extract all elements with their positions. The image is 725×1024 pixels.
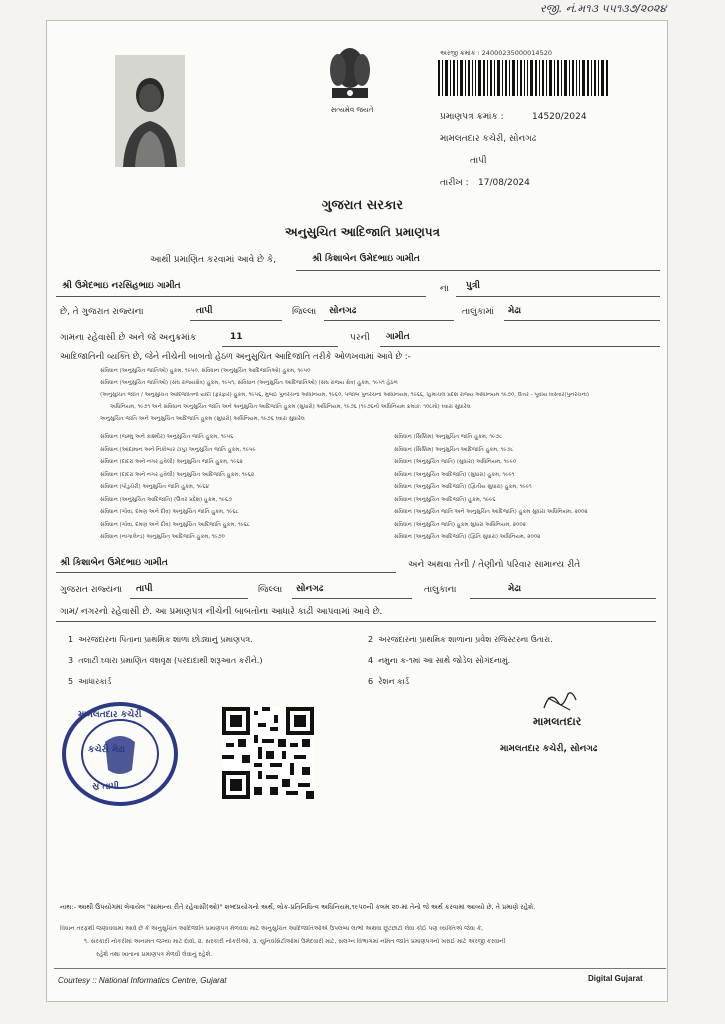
document-item-1: 1 અરજદારના પિતાના પ્રાથમિક શાળા છોડ્યાનું પ્રમાણપત્ર. xyxy=(68,635,253,644)
order-right-item: સંવિધાન (અનુસુચિત જાતિ) (સુધારા) અધિનિયમ, ૧૯૯૦ xyxy=(394,459,517,465)
signature-scribble xyxy=(540,688,580,716)
footer-instructions-3: રહેશે તથા ખાતાના પ્રમાણપત્ર મેળવી લેવાનું રહેશે. xyxy=(96,951,213,958)
order-right-item: સંવિધાન (અનુસુચિત આદિજાતિ) (દ્વિતીય સુધારા) હુકમ, ૧૯૯૧ xyxy=(394,484,532,490)
order-right-item: સંવિધાન (સિક્કિમ) અનુસુચિત આદિજાતિ હુકમ, ૧૯૭૮ xyxy=(394,446,514,453)
family-text: અને અથવા તેની / તેણીનો પરિવાર સામાન્ય રીતે xyxy=(408,560,581,570)
relation-value: પુત્રી xyxy=(466,281,480,291)
father-name: શ્રી ઉમેદભાઇ નરસિંહભાઇ ગામીત xyxy=(62,281,181,291)
holder-name: શ્રી કિશાબેન ઉમેદભાઇ ગામીત xyxy=(312,254,420,264)
state-district-value: તાપી xyxy=(196,306,213,316)
order-right-item: સંવિધાન (અનુસુચિત આદિજાતિ) (દ્વિતિ સુધારા) અધિનિયમ, ૨૦૦૨ xyxy=(394,534,541,540)
application-number: અરજી ક્રમાંક : 24000235000014520 xyxy=(440,49,552,57)
order-right-item: સંવિધાન (અનુસુચિત આદિજાતિ) હુકમ, ૧૯૯૬ xyxy=(394,496,496,503)
state2-value: તાપી xyxy=(136,584,153,594)
date-label: તારીખ : xyxy=(440,178,469,188)
stamp-bottom-text: સ્ર તાપી xyxy=(92,782,120,792)
tribe-recognition-line: આદિજાતિની વ્યક્તિ છે, જેને નીચેની બાબતો હેઠળ અનુસુચિત આદિજાતિ તરીકે ઓળખવામાં આવે છે :- xyxy=(60,352,411,362)
government-title: ગુજરાત સરકાર xyxy=(321,198,404,213)
signature-title: મામલતદાર xyxy=(533,715,582,728)
district-value: સોનગઢ xyxy=(329,306,357,316)
footer-instructions: વિધાન તરફથી જણાવવામાં આવે છે કે અનુસુચિત આદિજાતિ પ્રમાણપત્ર મેળવવા માટે અનુસુચિત આદિજાતિઓએ ઉપલબ્ધ લાભો અથવા છૂટછાટો લેવા કોઈ પણ વ્યક્તિએ જેવા કે, xyxy=(60,925,484,932)
applicant-photo xyxy=(115,55,185,167)
order-right-item: સંવિધાન (સિક્કિમ) અનુસુચિત જાતિ હુકમ, ૧૯૭૮ xyxy=(394,434,503,440)
national-emblem-icon xyxy=(320,38,380,108)
taluka-value: મેઢા xyxy=(508,306,522,316)
order-left-item: સંવિધાન (જમ્મુ અને કાશ્મીર) અનુસુચિત જાતિ હુકમ, ૧૯૫૬ xyxy=(100,434,234,440)
emblem-caption: સત્યમેવ જયતે xyxy=(330,106,374,114)
barcode xyxy=(438,60,608,96)
caste-label: પરની xyxy=(350,333,370,343)
official-seal-stamp xyxy=(60,700,180,808)
person-name: શ્રી કિશાબેન ઉમેદભાઇ ગામીત xyxy=(60,558,168,568)
caste-value: ગામીત xyxy=(386,332,410,342)
order-left-item: સંવિધાન (ગોવા, દમણ અને દીવ) અનુસુચિત જાતિ હુકમ, ૧૯૬૮ xyxy=(100,509,239,515)
district-label: જિલ્લા xyxy=(292,307,317,317)
document-item-3: 3 તલાટી ઘ્વારા પ્રમાણિત વંશવૃક્ષ (પરદાદાથી શરૂઆત કરીને.) xyxy=(68,656,263,665)
order-right-item: સંવિધાન (અનુસુચિત જાતિ અને અનુસુચિત આદિજાતિ) હુકમ સુધારા અધિનિયમ, ૨૦૦૨ xyxy=(394,509,588,515)
relation-label: ના xyxy=(440,284,449,294)
digital-gujarat-brand: Digital Gujarat xyxy=(588,974,643,983)
office-name: મામલતદાર કચેરી, સોનગઢ xyxy=(440,134,537,144)
corner-reference-note: રજી. નં.મ૧૩ ૫૫૧૩૭/૨૦૨૪ xyxy=(540,2,667,15)
document-item-2: 2 અરજદારના પ્રાથમિક શાળાના પ્રવેશ રજિસ્ટરના ઉતારા. xyxy=(368,635,553,644)
stamp-middle-text: કચેરી મેઢા xyxy=(88,745,125,755)
residence-text: ગામ/ નગરનો રહેવાસી છે. આ પ્રમાણપત્ર નીચેની બાબતોના આધારે કાઢી આપવામાં આવે છે. xyxy=(60,607,383,617)
order-left-item: સંવિધાન (દાદરા અને નગર હવેલી) અનુસુચિત જાતિ હુકમ, ૧૯૬૨ xyxy=(100,459,243,465)
certify-text: આથી પ્રમાણિત કરવામાં આવે છે કે, xyxy=(150,255,277,265)
certificate-title: અનુસુચિત આદિજાતિ પ્રમાણપત્ર xyxy=(285,225,440,239)
state-label: છે, તે ગુજરાત રાજ્યના xyxy=(60,307,144,317)
district2-value: સોનગઢ xyxy=(296,584,324,594)
state2-label: ગુજરાત રાજ્યના xyxy=(60,585,123,595)
signature-office: મામલતદાર કચેરી, સોનગઢ xyxy=(500,744,598,754)
courtesy-text: Courtesy :: National Informatics Centre, Gujarat xyxy=(58,976,227,985)
orders-intro-3: (અનુસુચિત જાતિ / અનુસુચિત આદિજાતિની યાદી (ફેરફાર) હુકમ, ૧૯૫૬, મુંબઈ પુનર્રચના અધિનિયમ, ૧૯૬૦, પંજાબ પુનર્રચના અધિનિયમ, ૧૯૬૬, હિમાચલ પ્રદેશ રાજ્ય અધિનિયમ ૧૯૭૦, ઉત્તર - પૂર્વીય વિસ્તાર(પુનર્રચના) xyxy=(100,392,590,398)
footer-instructions-2: ૧. સરકારી નોકરીમાં અનામત જગ્યા માટે દાવો, ૨. સરકારી નોકરીઓ, ૩. યુનિવર્સિટીઓમાં ઉમેદવારી માટે, સંલગ્ન વિભાગમાં નમિત જાતિ પ્રમાણપત્રનો ખરાઈ માટે અરજી કરવાની xyxy=(84,938,506,945)
orders-left-list xyxy=(100,434,360,547)
document-item-4: 4 નમુના ક-૧માં આ સાથે જોડેલ સોગંદનામું. xyxy=(368,656,511,665)
order-left-item: સંવિધાન (પોંડુચેરી) અનુસુચિત જાતિ હુકમ, ૧૯૬૪ xyxy=(100,484,209,490)
orders-intro-5: અનુસુચિત જાતિ અને અનુસુચિત આદિજાતિ હુકમ (સુધારો) અધિનિયમ, ૧૯૭૬ ઘ્વારા સુધારેલ xyxy=(100,416,305,422)
serial-number: 11 xyxy=(230,332,243,342)
orders-right-list xyxy=(394,434,654,547)
taluka2-value: મેઢા xyxy=(508,584,522,594)
qr-code xyxy=(222,707,314,799)
village-label: ગામના રહેવાસી છે અને જે અનુક્રમાંક xyxy=(60,333,197,343)
order-right-item: સંવિધાન (અનુસુચિત આદિજાતિ) (સુધારા) હુકમ, ૧૯૯૧ xyxy=(394,471,515,478)
district-name: તાપી xyxy=(470,156,487,166)
stamp-top-text: મામલતદાર કચેરી xyxy=(78,710,142,720)
taluka-label: તાલુકામાં xyxy=(462,307,495,317)
district2-label: જિલ્લા xyxy=(258,585,283,595)
issue-date: 17/08/2024 xyxy=(478,178,530,188)
order-right-item: સંવિધાન (અનુસુચિત જાતિ) હુકમ સુધારા અધિનિયમ, ૨૦૦૨ xyxy=(394,521,526,528)
orders-intro-4: અધિનિયમ, ૧૯૭૧ અને સંવિધાન અનુસુચિત જાતિ અને અનુસુચિત આદિજાતિ હુકમ (સુધારો) અધિનિયમ, ૧૯૭૬ (૧૯૭૬નો અધિનિયમ ક્રમાંક: ૧૦૮મો) ઘ્વારા સુધારેલ xyxy=(110,404,471,410)
document-item-5: 5 આધારકાર્ડ xyxy=(68,677,112,686)
footer-note: નાથ:- આથી ઉપયોગમાં લેવાયેલ "સામાન્ય રીતે રહેવાસી(ઓ)" શબ્દપ્રયોગનો અર્થ, લોક-પ્રતિનિધિત્વ અધિનિયમ,૧૯૫૦ની કલમ ૨૦-માં તેનો જે અર્થ કરવામાં આવ્યો છે, તે પ્રમાણે રહેશે. xyxy=(60,903,536,911)
certificate-number: 14520/2024 xyxy=(532,112,587,122)
order-left-item: સંવિધાન (આંદામાન અને નિકોબાર ટાપુ) અનુસુચિત જાતિ હુકમ, ૧૯૫૯ xyxy=(100,446,256,453)
order-left-item: સંવિધાન (નાગાલેન્ડ) અનુસુચિત આદિજાતિ હુકમ, ૧૯૭૦ xyxy=(100,534,225,540)
order-left-item: સંવિધાન (દાદરા અને નગર હવેલી) અનુસુચિત આદિજાતિ હુકમ, ૧૯૬૨ xyxy=(100,471,255,478)
order-left-item: સંવિધાન (ગોવા, દમણ અને દીવ) અનુસુચિત આદિજાતિ હુકમ, ૧૯૬૮ xyxy=(100,521,250,528)
orders-intro-1: સંવિધાન (અનુસુચિત જાતિઓ) હુકમ, ૧૯૫૦, સંવિધાન (અનુસુચિત આદિજાતિઓ) હુકમ, ૧૯૫૦ xyxy=(100,368,311,374)
document-item-6: 6 રેશન કાર્ડ xyxy=(368,677,409,686)
order-left-item: સંવિધાન (અનુસુચિત આદિજાતિ) (ઉત્તર પ્રદેશ) હુકમ, ૧૯૬૭ xyxy=(100,496,232,503)
certificate-number-label: પ્રમાણપત્ર ક્રમાંક : xyxy=(440,112,504,122)
orders-intro-2: સંવિધાન (અનુસુચિત જાતિઓ) (સંઘ રાજ્યક્ષેત્ર) હુકમ, ૧૯૫૧, સંવિધાન (અનુસુચિત આદિજાતિઓ) (સંઘ રાજ્ય ક્ષેત્ર) હુકમ, ૧૯૫૧ હેઠળ xyxy=(100,380,398,386)
taluka2-label: તાલુકાના xyxy=(424,585,457,595)
